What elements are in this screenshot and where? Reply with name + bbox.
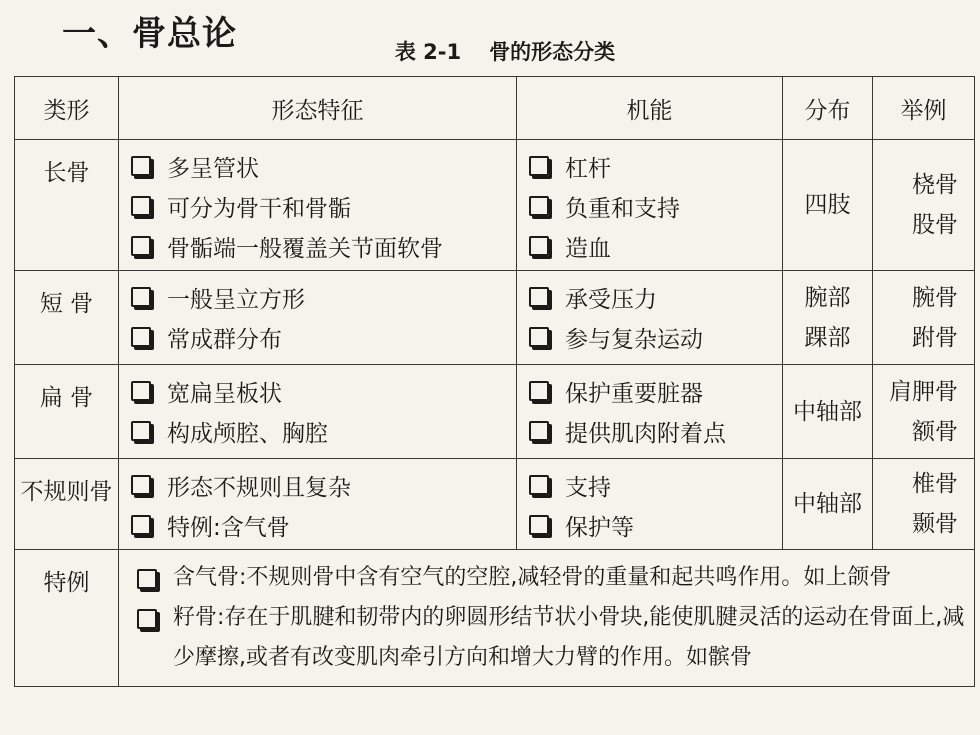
table-title: 骨的形态分类	[489, 40, 616, 64]
distribution-text: 踝部	[804, 324, 851, 351]
special-list	[119, 550, 975, 687]
examples-cell	[873, 140, 975, 271]
table-row	[15, 459, 975, 550]
bone-classification-table	[14, 76, 975, 687]
special-item-text: 含气骨:不规则骨中含有空气的空腔,减轻骨的重量和起共鸣作用。如上颌骨	[173, 565, 892, 590]
item-text: 可分为骨干和骨骺	[167, 195, 351, 222]
example-text: 椎骨	[912, 471, 958, 497]
item-text: 特例:含气骨	[167, 514, 290, 541]
item-text: 参与复杂运动	[565, 326, 703, 353]
example-text: 颞骨	[912, 511, 958, 537]
feature-item	[131, 226, 516, 266]
item-text: 常成群分布	[167, 326, 282, 353]
header-row	[15, 77, 975, 140]
item-text: 造血	[565, 235, 611, 262]
distribution-cell	[783, 365, 873, 459]
checkbox-icon	[529, 287, 549, 307]
item-text: 保护重要脏器	[565, 380, 703, 407]
item-text: 构成颅腔、胸腔	[167, 420, 328, 447]
header-examples: 举例	[873, 77, 975, 140]
checkbox-icon	[131, 287, 151, 307]
distribution-cell	[783, 459, 873, 550]
bone-type: 短 骨	[15, 271, 119, 365]
item-text: 骨骺端一般覆盖关节面软骨	[167, 235, 443, 262]
bone-type: 不规则骨	[15, 459, 119, 550]
features-cell	[119, 459, 517, 550]
bone-type: 扁 骨	[15, 365, 119, 459]
functions-cell	[517, 365, 783, 459]
special-item	[137, 558, 966, 598]
function-item	[529, 146, 782, 186]
feature-item	[131, 146, 516, 186]
checkbox-icon	[529, 515, 549, 535]
header-features: 形态特征	[119, 77, 517, 140]
function-item	[529, 371, 782, 411]
function-item	[529, 186, 782, 226]
special-type: 特例	[15, 550, 119, 687]
table-caption	[0, 36, 980, 66]
example-text: 额骨	[912, 418, 958, 445]
header-type: 类形	[15, 77, 119, 140]
function-item	[529, 505, 782, 545]
examples-cell	[873, 459, 975, 550]
bone-type: 长骨	[15, 140, 119, 271]
special-item-text: 籽骨:存在于肌腱和韧带内的卵圆形结节状小骨块,能使肌腱灵活的运动在骨面上,减少摩擦,或者有改变肌肉牵引方向和增大力臂的作用。如髌骨	[173, 605, 965, 670]
feature-item	[131, 505, 516, 545]
checkbox-icon	[529, 421, 549, 441]
item-text: 保护等	[565, 514, 634, 541]
functions-cell	[517, 271, 783, 365]
checkbox-icon	[137, 569, 157, 589]
checkbox-icon	[131, 156, 151, 176]
section-heading: 一、骨总论	[62, 14, 237, 54]
example-text: 腕骨	[912, 284, 958, 311]
function-item	[529, 411, 782, 451]
feature-item	[131, 465, 516, 505]
checkbox-icon	[131, 421, 151, 441]
functions-cell	[517, 140, 783, 271]
distribution-text: 中轴部	[793, 491, 862, 517]
distribution-cell	[783, 140, 873, 271]
feature-item	[131, 317, 516, 357]
features-cell	[119, 271, 517, 365]
distribution-text: 四肢	[804, 192, 851, 218]
example-text: 桡骨	[912, 172, 958, 198]
functions-cell	[517, 459, 783, 550]
special-item	[137, 598, 966, 678]
function-item	[529, 465, 782, 505]
item-text: 形态不规则且复杂	[167, 474, 351, 501]
table-row	[15, 140, 975, 271]
features-cell	[119, 140, 517, 271]
distribution-text: 腕部	[804, 284, 851, 311]
function-item	[529, 277, 782, 317]
item-text: 支持	[565, 474, 611, 501]
feature-item	[131, 277, 516, 317]
checkbox-icon	[131, 327, 151, 347]
checkbox-icon	[529, 327, 549, 347]
example-text: 跗骨	[912, 324, 958, 351]
table-row	[15, 365, 975, 459]
item-text: 承受压力	[565, 286, 657, 313]
checkbox-icon	[529, 475, 549, 495]
checkbox-icon	[131, 236, 151, 256]
checkbox-icon	[529, 156, 549, 176]
table-row	[15, 271, 975, 365]
item-text: 提供肌肉附着点	[565, 420, 726, 447]
item-text: 负重和支持	[565, 195, 680, 222]
features-cell	[119, 365, 517, 459]
feature-item	[131, 411, 516, 451]
header-distribution: 分布	[783, 77, 873, 140]
example-text: 肩胛骨	[889, 378, 958, 405]
checkbox-icon	[137, 609, 157, 629]
function-item	[529, 317, 782, 357]
example-text: 股骨	[912, 212, 958, 238]
checkbox-icon	[131, 475, 151, 495]
checkbox-icon	[529, 236, 549, 256]
header-function: 机能	[517, 77, 783, 140]
checkbox-icon	[529, 196, 549, 216]
item-text: 宽扁呈板状	[167, 380, 282, 407]
function-item	[529, 226, 782, 266]
checkbox-icon	[131, 196, 151, 216]
checkbox-icon	[131, 515, 151, 535]
feature-item	[131, 371, 516, 411]
distribution-text: 中轴部	[793, 398, 862, 425]
checkbox-icon	[529, 381, 549, 401]
feature-item	[131, 186, 516, 226]
examples-cell	[873, 271, 975, 365]
distribution-cell	[783, 271, 873, 365]
table-number: 表 2-1	[394, 40, 462, 64]
item-text: 多呈管状	[167, 155, 259, 182]
checkbox-icon	[131, 381, 151, 401]
item-text: 一般呈立方形	[167, 286, 305, 313]
special-row	[15, 550, 975, 687]
item-text: 杠杆	[565, 155, 611, 182]
examples-cell	[873, 365, 975, 459]
